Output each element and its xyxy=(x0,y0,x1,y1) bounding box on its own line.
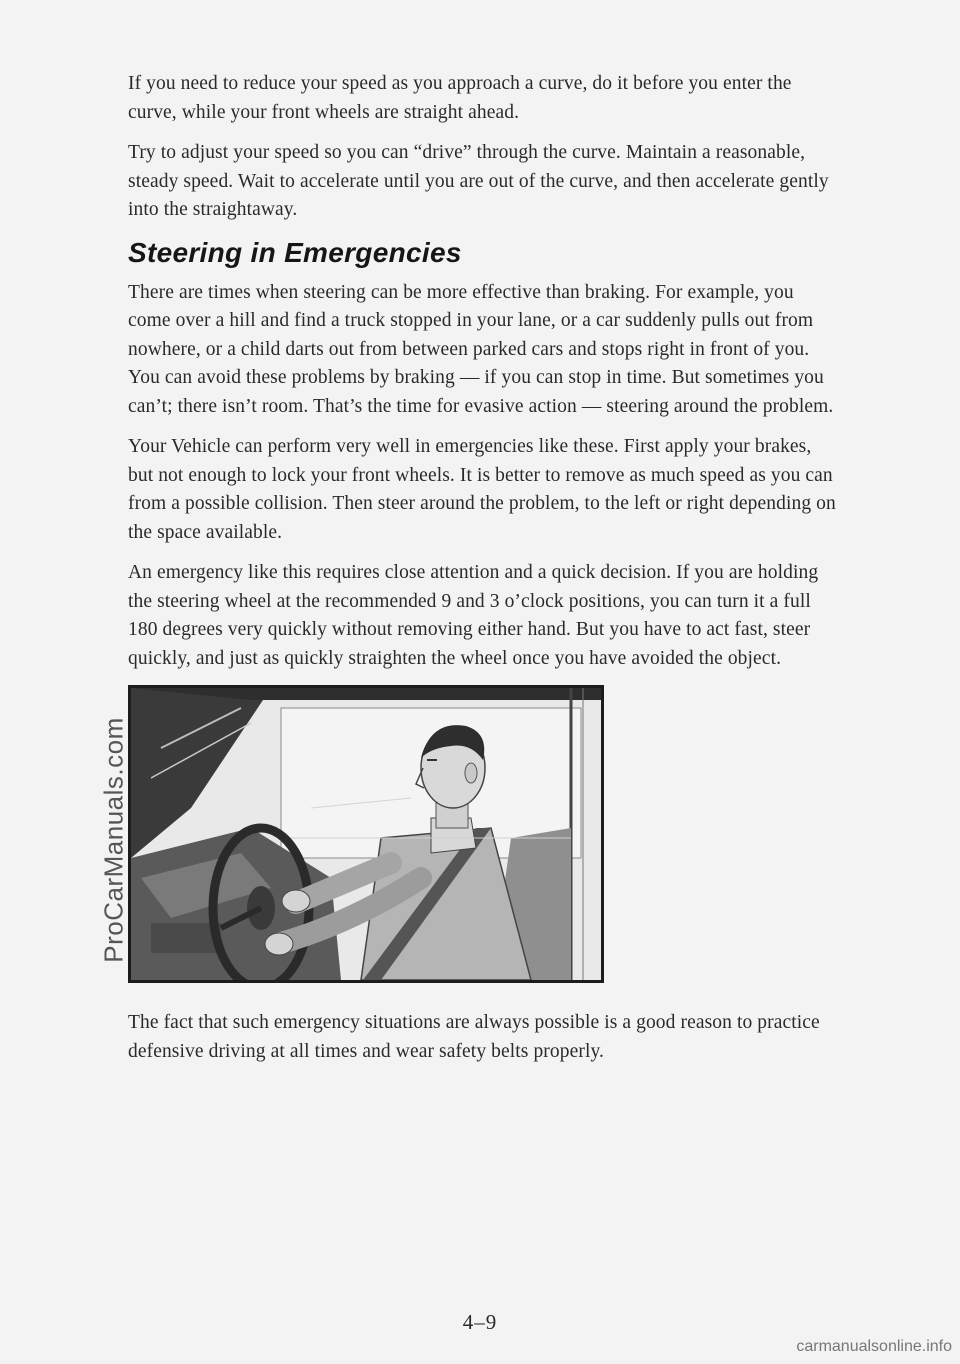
paragraph-quick-decision: An emergency like this requires close attention and a quick decision. If you are holding the steering wheel at the recommended 9 and 3 o’clock positions, you can turn it a full 180 degrees very quickly without removing either hand. But you have to act fast, steer quickly, and just as quickly straighten the wheel once you have avoided the object. xyxy=(128,562,819,669)
section-title: Steering in Emergencies xyxy=(128,236,462,268)
watermark-procarmanuals xyxy=(96,560,132,1120)
paragraph-adjust-speed: Try to adjust your speed so you can “drive” through the curve. Maintain a reasonable, steady speed. Wait to accelerate until you are out of the curve, and then accelerate gently into the straightaway. xyxy=(128,142,829,220)
paragraph-defensive-driving: The fact that such emergency situations are always possible is a good reason to practice defensive driving at all times and wear safety belts properly. xyxy=(128,1012,820,1062)
watermark-procarmanuals-text: ProCarManuals.com xyxy=(98,717,129,963)
driver-illustration xyxy=(128,685,604,983)
text-column xyxy=(128,70,840,1078)
driver-illustration-drawing xyxy=(131,688,601,980)
paragraph-curve-speed: If you need to reduce your speed as you approach a curve, do it before you enter the curve, while your front wheels are straight ahead. xyxy=(128,73,792,123)
watermark-carmanualsonline[interactable]: carmanualsonline.info xyxy=(796,1338,952,1355)
paragraph-vehicle-performance: Your Vehicle can perform very well in emergencies like these. First apply your brakes, but not enough to lock your front wheels. It is better to remove as much speed as you can from a possible collision. Then steer around the problem, to the left or right depending on the space available. xyxy=(128,436,836,543)
paragraph-steering-vs-braking: There are times when steering can be more effective than braking. For example, you come over a hill and find a truck stopped in your lane, or a car suddenly pulls out from nowhere, or a child darts out from between parked cars and stops right in front of you. You can avoid these problems by braking — if you can stop in time. But sometimes you can’t; there isn’t room. That’s the time for evasive action — steering around the problem. xyxy=(128,281,834,417)
page-number: 4–9 xyxy=(462,1310,498,1334)
